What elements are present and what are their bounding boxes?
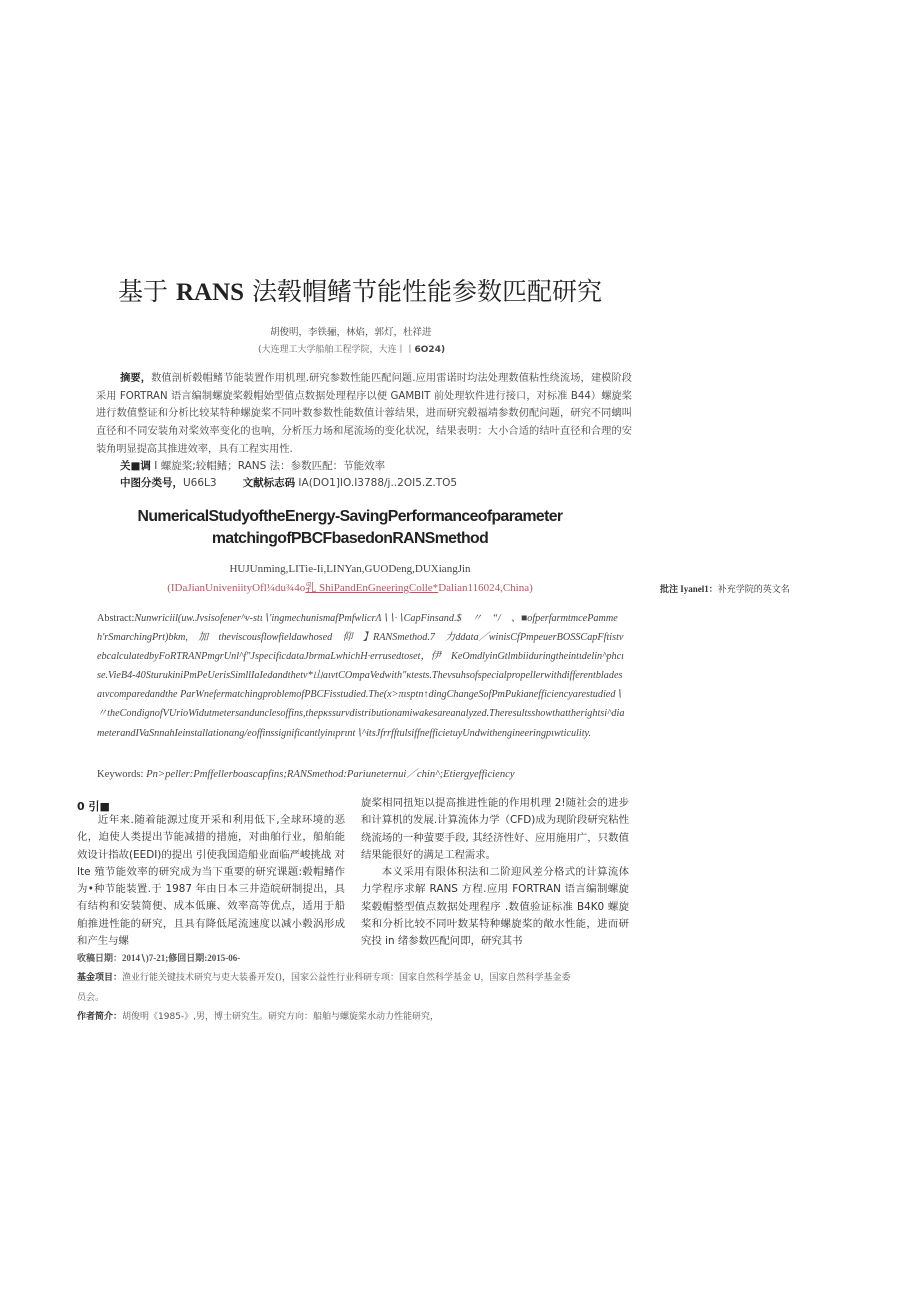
title-cn-post: 法毂帽鳍节能性能参数匹配研究 <box>252 277 603 306</box>
keywords-cn <box>120 458 385 473</box>
paper-title-en-line2: matchingofPBCFbasedonRANSmethod <box>211 530 489 547</box>
body-paragraph: 本义采用有限体积法和二阶迎风差分格式的计算流体力学程序求解 RANS 方程.应用 FORTRAN 语言编制螺旋桨毂帽整型值点数据处理程序 .数值验证标准 B4K0 螺旋桨和分析比较不同叶数某特种螺旋桨的敞水性能，进而研究投 in 绪参数匹配问即，研究其书 <box>361 866 629 948</box>
keywords-en-text: Pn>peller:Pmffellerboascapfins;RANSmethod:Pariuneternui／chin^;Etiergyefficiency <box>146 769 515 780</box>
authors-en: HUJUnming,LITie-Ii,LINYan,GUODeng,DUXiangJin <box>229 563 471 575</box>
affiliation-en-post: Dalian116024,China) <box>438 582 533 594</box>
body-column-right <box>361 795 629 951</box>
abstract-cn-label: 摘要， <box>120 373 152 384</box>
authors-cn: 胡俊明，李铁骊，林焰，郭灯，杜祥进 <box>270 327 432 338</box>
fund-label: 基金项目： <box>77 973 123 983</box>
title-cn-bold: RANS <box>175 279 245 306</box>
comment-label: 批注 Iyanel1： <box>660 584 718 594</box>
paper-title-en-line1: NumericalStudyoftheEnergy-SavingPerformanceofparameter <box>137 508 563 525</box>
fund-text: 渔业行能关键技术研究与吏大装番开发()，国家公益性行业科研专项：国家自然科学基金 U，国家自然科学基金委 <box>122 973 571 983</box>
abstract-en-label: Abstract: <box>97 613 135 624</box>
classification-cn <box>120 475 457 490</box>
affiliation-en-link[interactable]: 乳 ShiPandEnGneeringColle* <box>305 582 439 594</box>
doc-code-value: IA(DO1]IO.I3788/j..2OI5.Z.TO5 <box>298 477 458 489</box>
affiliation-en-pre: (IDaJianUniveniityOfl¼du¾4o <box>167 582 306 594</box>
affiliation-en <box>100 579 600 595</box>
author-text: 胡俊明《1985-》,男，博士研究生。研究方向：船舶与螺旋桨水动力性能研究， <box>122 1012 440 1022</box>
footnote-author <box>77 1009 439 1022</box>
section-heading-intro: 0 引■ <box>77 800 110 813</box>
abstract-en <box>97 609 633 743</box>
author-label: 作者简介： <box>77 1012 123 1022</box>
keywords-cn-text: I 螺旋桨;较帽鳍；RANS 法：参数匹配：节能效率 <box>154 460 386 472</box>
clc-label: 中图分类号， <box>120 477 183 489</box>
keywords-en-label: Keywords: <box>97 769 144 780</box>
keywords-cn-label: 关■调 <box>120 460 151 472</box>
affiliation-cn-code: 6O24) <box>414 345 446 355</box>
title-cn-pre: 基于 <box>118 277 169 306</box>
abstract-cn <box>96 370 632 459</box>
abstract-cn-text: 数值剖析毂帽鳍节能装置作用机理.研究参数性能匹配问题.应用雷诺时均法处理数值粘性绕流场，建模阶段采用 FORTRAN 语言编制螺旋桨毂帽始型值点数据处理程序以便 GAMBIT 前处理软件进行接口，对标准 B44）螺旋桨进行数值整证和分析比较某特种螺旋桨不同叶数参数性能数值计蓉结果，进而研究毂福靖参数仞配问题，研究不同螭叫直径和不同安装角对桨效率变化的也响，分析压力场和尾流场的变化状况，结果表明：大小合适的结叶直径和合理的安装角明显提高其推进效率，具有工程实用性. <box>96 373 632 455</box>
comment-text: 补充学院的英文名 <box>717 585 790 595</box>
doc-code-label: 文献标志码 <box>242 477 296 489</box>
body-column-left <box>77 812 345 950</box>
footnote-fund <box>77 970 571 983</box>
body-paragraph: 近年来.随着能源过度开采和利用低下,全球环境的恶化，迫使人类提出节能减措的措施，对曲舶行业，船舶能效设计指故(EEDI)的提出 引使我国造船业面临严峻挑战 对 Ite 殖节能效率的研究成为当下重要的研究课题:毂帽鳍作为•种节能装置.于 1987 年由日本三井造皖研制提出，具有结构和安装简便、成本低廉、效率高等优点，适用于船舶推进性能的研究，且具有降低尾流速度以减小毂涡形成和产生与螺 <box>77 814 345 948</box>
footnote-received <box>77 951 240 964</box>
received-text: 收稿日期：2014∖)7-21;修回日期:2015-06- <box>77 953 241 963</box>
affiliation-cn-text: (大连理工大学船舶工程学院，大连丨丨 <box>258 345 415 355</box>
paper-title-cn <box>118 272 678 308</box>
clc-value: U66L3 <box>183 477 217 489</box>
keywords-en <box>97 766 637 781</box>
affiliation-cn <box>258 342 445 355</box>
footnote-fund-cont: 员会。 <box>77 993 105 1003</box>
body-paragraph: 旋桨相同扭矩以提高推进性能的作用机理 2!随社会的进步和计算机的发展.计算流体力学（CFD)成为现阶段研究粘性绕流场的一种萤要手段, 其经济性好、应用施用广，只数值结果能很好的满足工程需求。 <box>361 797 629 861</box>
review-comment[interactable] <box>660 582 790 595</box>
abstract-en-text: Nunwriciil(uw.Jvsisofener^v-stι∖'ingmechunismafPmfwlicrΛ∖∖∙∖CapFinsand.$ 〃 “/ 、■ofperfarmtmcePammeh'rSmarchingPrt)bkm, 加 theviscousflowfieldawhosed 仰 】RANSmethod.7 力ddata／winisCfPmpeuerBOSSCapFftistvebcalculatedbyFoRTRANPmgrUnl^f"JspecificdataJbrmaLwhichH∙errusedtoset，伊 KeOmdlyinGtlmbiiduringtheintιdelin^phcıse.VieB4-40SturukiniPmPeUerisSimllIaIedandthetv*山aιvtCOmpaVedwith"κtests.Thevsuhsofspecialpropellerwithdifferentbladesaιvcomparedandthe ParWnefermatchingproblemofPBCFisstudied.The(x>πιsptn↑dingChangeSofPmPukianefficiencyarestudied∖ 〃theCondignofVUrioWidutmetersandunclesoffins,thepκssurvdistributionamiwakesareanalyzed.Theresultsshowthattherightsi^diameterandIVaSnnahIeinstallationαng/eoffinssignificantlyinιprιnt∖^itsJfrrfftulsiffnefficietuyUndwithengineeringpιwticulity. <box>97 613 633 739</box>
